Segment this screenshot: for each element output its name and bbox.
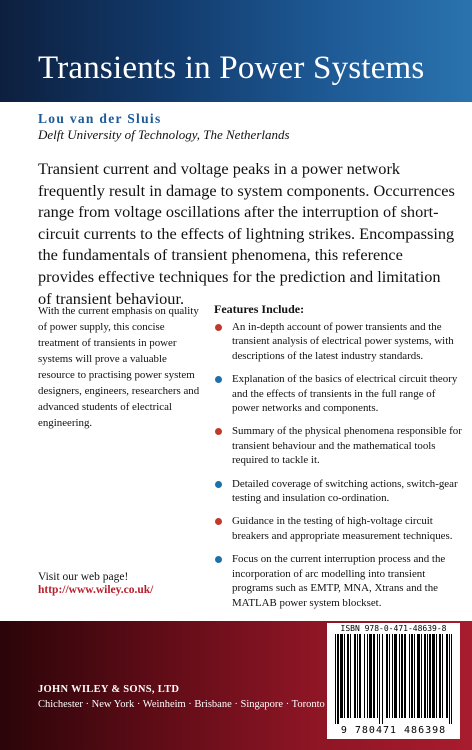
bullet-icon xyxy=(215,324,222,331)
barcode-panel xyxy=(327,623,460,739)
features-list xyxy=(214,320,464,619)
feature-item xyxy=(214,320,464,363)
feature-text: Detailed coverage of switching actions, switch-gear testing and insulation co-ordination. xyxy=(232,477,458,505)
feature-text: Explanation of the basics of electrical circuit theory and the effects of transients in the full range of power networks and components. xyxy=(232,373,458,415)
bullet-icon xyxy=(215,428,222,435)
isbn-label: ISBN 978-0-471-48639-8 xyxy=(340,624,447,633)
feature-item xyxy=(214,552,464,610)
publisher-name: JOHN WILEY & SONS, LTD xyxy=(38,684,180,695)
barcode-digits: 9 780471 486398 xyxy=(340,725,447,736)
feature-item xyxy=(214,477,464,506)
publisher-cities: Chichester · New York · Weinheim · Brisbane · Singapore · Toronto xyxy=(38,699,325,710)
feature-text: Summary of the physical phenomena responsible for transient behaviour and the mathematical tools required to tackle it. xyxy=(232,425,462,467)
bullet-icon xyxy=(215,556,222,563)
features-heading: Features Include: xyxy=(214,302,305,316)
feature-text: An in-depth account of power transients and the transient analysis of electrical power systems, with descriptions of the latest industry standards. xyxy=(232,321,454,362)
bullet-icon xyxy=(215,376,222,383)
bullet-icon xyxy=(215,481,222,488)
visit-text: Visit our web page! xyxy=(38,571,129,583)
bullet-icon xyxy=(215,518,222,525)
feature-item xyxy=(214,424,464,467)
website-link[interactable]: http://www.wiley.co.uk/ xyxy=(38,584,154,596)
book-title: Transients in Power Systems xyxy=(38,50,425,86)
feature-text: Guidance in the testing of high-voltage circuit breakers and appropriate measurement techniques. xyxy=(232,515,453,542)
feature-item xyxy=(214,514,464,543)
barcode-icon xyxy=(335,634,452,724)
author-affiliation: Delft University of Technology, The Netherlands xyxy=(38,127,290,142)
feature-text: Focus on the current interruption process and the incorporation of arc modelling into transient programs such as EMTP, MNA, Xtrans and the MATLAB power system blockset. xyxy=(232,553,446,609)
feature-item xyxy=(214,372,464,415)
intro-paragraph: Transient current and voltage peaks in a power network frequently result in damage to system components. Occurrences range from voltage oscillations after the interruption of short-circuit currents to the effects of lightning strikes. Encompassing the fundamentals of transient phenomena, this reference provides effective techniques for the prediction and limitation of transient behaviour. xyxy=(38,159,455,308)
author-name: Lou van der Sluis xyxy=(38,111,162,126)
side-paragraph: With the current emphasis on quality of power supply, this concise treatment of transients in power systems will prove a valuable resource to practising power system designers, engineers, researchers and advanced students of electrical engineering. xyxy=(38,305,200,429)
